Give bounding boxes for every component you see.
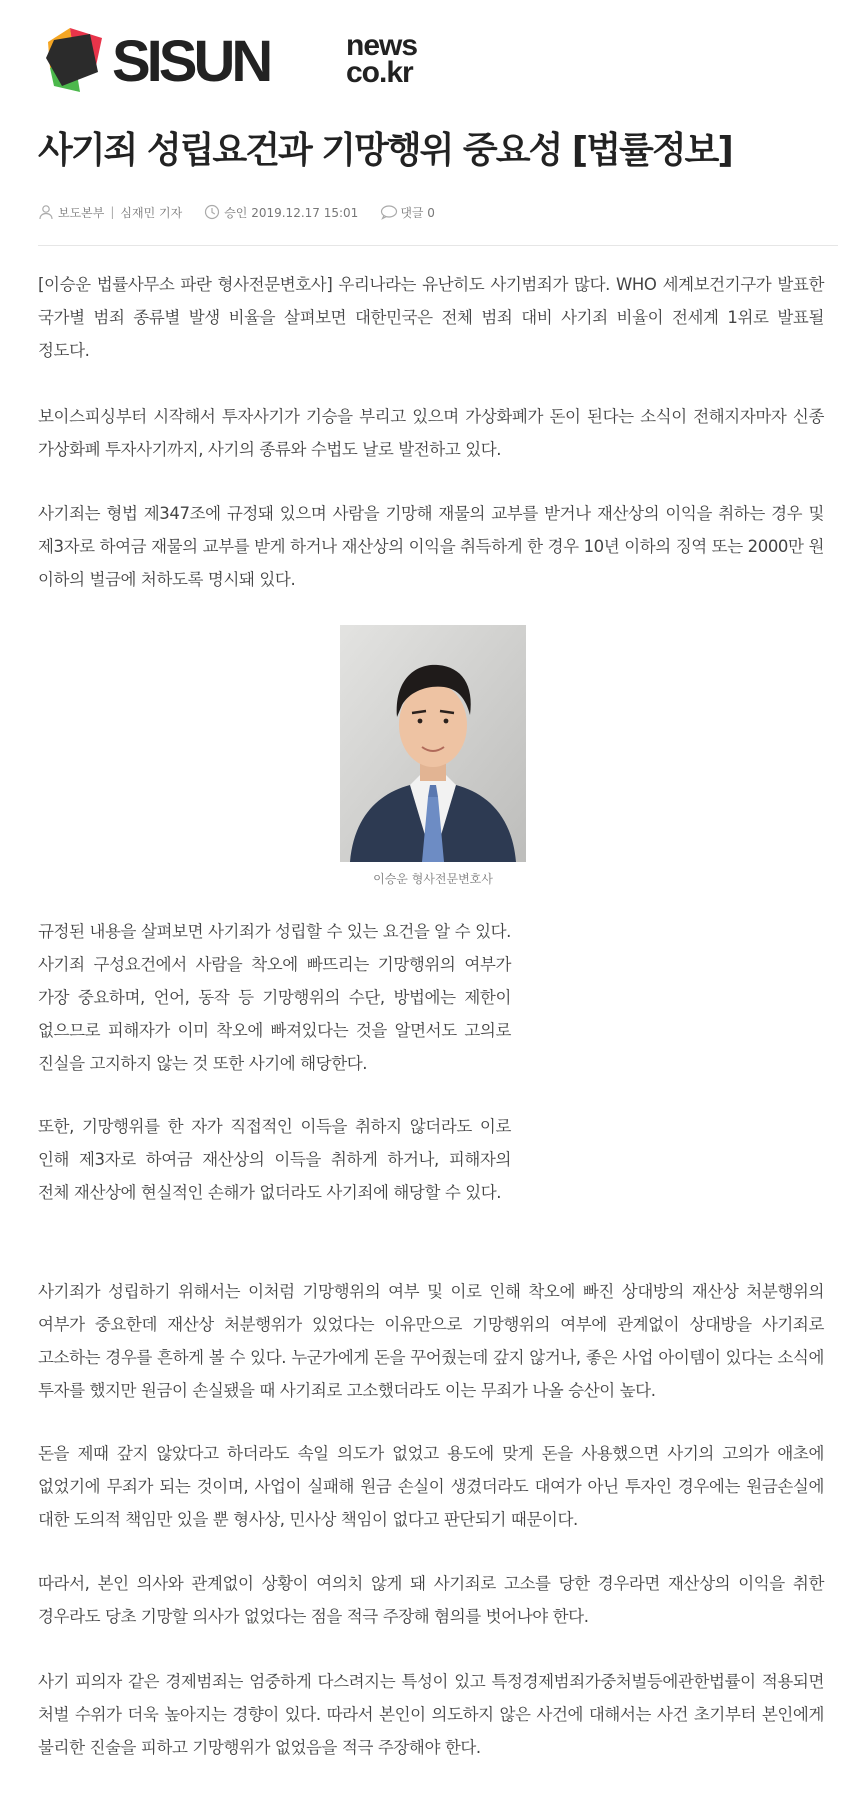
logo-subtext-bottom: co.kr (346, 56, 413, 89)
logo-subtext (346, 29, 418, 89)
logo-text: SISUN (112, 29, 270, 94)
comment-icon (380, 204, 396, 220)
paragraph-5: 또한, 기망행위를 한 자가 직접적인 이득을 취하지 않더라도 이로 인해 제3자로 하여금 재산상의 이득을 취하게 하거나, 피해자의 전체 재산상에 현실적인 손해가 없더라도 사기죄에 해당할 수 있다. (38, 1117, 511, 1202)
paragraph-4: 규정된 내용을 살펴보면 사기죄가 성립할 수 있는 요건을 알 수 있다. 사기죄 구성요건에서 사람을 착오에 빠뜨리는 기망행위의 여부가 가장 중요하며, 언어, 동작 등 기망행위의 수단, 방법에는 제한이 없으므로 피해자가 이미 착오에 빠져있다는 것을 알면서도 고의로 진실을 고지하지 않는 것 또한 사기에 해당한다. (38, 922, 511, 1073)
header-divider (38, 245, 838, 246)
paragraph-2: 보이스피싱부터 시작해서 투자사기가 기승을 부리고 있으며 가상화폐가 돈이 된다는 소식이 전해지자마자 신종 가상화폐 투자사기까지, 사기의 종류와 수법도 날로 발전하고 있다. (38, 407, 824, 459)
article-approved-time: 승인 2019.12.17 15:01 (224, 205, 359, 220)
article-meta (38, 203, 435, 221)
user-icon (38, 204, 54, 220)
article-title: 사기죄 성립요건과 기망행위 중요성 [법률정보] (38, 130, 732, 171)
lawyer-portrait-image[interactable] (340, 625, 526, 862)
paragraph-9: 사기 피의자 같은 경제범죄는 엄중하게 다스려지는 특성이 있고 특정경제범죄가중처벌등에관한법률이 적용되면 처벌 수위가 더욱 높아지는 경향이 있다. 따라서 본인이 의도하지 않은 사건에 대해서는 사건 초기부터 본인에게 불리한 진술을 피하고 기망행위가 없었음을 적극 주장해야 한다. (38, 1672, 824, 1757)
article-comment-count[interactable]: 댓글 0 (400, 205, 435, 220)
article-reporter[interactable]: 심재민 기자 (120, 205, 183, 220)
site-logo[interactable] (40, 28, 420, 92)
logo-mark-icon (40, 28, 106, 92)
paragraph-8: 따라서, 본인 의사와 관계없이 상황이 여의치 않게 돼 사기죄로 고소를 당한 경우라면 재산상의 이익을 취한 경우라도 당초 기망할 의사가 없었다는 점을 적극 주장해 혐의를 벗어나야 한다. (38, 1574, 824, 1626)
photo-caption: 이승운 형사전문변호사 (373, 872, 493, 886)
paragraph-1: [이승운 법률사무소 파란 형사전문변호사] 우리나라는 유난히도 사기범죄가 많다. WHO 세계보건기구가 발표한 국가별 범죄 종류별 발생 비율을 살펴보면 대한민국은 전체 범죄 대비 사기죄 비율이 전세계 1위로 발표될 정도다. (38, 275, 824, 360)
paragraph-6: 사기죄가 성립하기 위해서는 이처럼 기망행위의 여부 및 이로 인해 착오에 빠진 상대방의 재산상 처분행위의 여부가 중요한데 재산상 처분행위가 있었다는 이유만으로 기망행위의 여부에 관계없이 상대방을 사기죄로 고소하는 경우를 흔하게 볼 수 있다. 누군가에게 돈을 꾸어줬는데 갚지 않거나, 좋은 사업 아이템이 있다는 소식에 투자를 했지만 원금이 손실됐을 때 사기죄로 고소했더라도 이는 무죄가 나올 승산이 높다. (38, 1282, 824, 1400)
paragraph-7: 돈을 제때 갚지 않았다고 하더라도 속일 의도가 없었고 용도에 맞게 돈을 사용했으면 사기의 고의가 애초에 없었기에 무죄가 되는 것이며, 사업이 실패해 원금 손실이 생겼더라도 대여가 아닌 투자인 경우에는 원금손실에 대한 도의적 책임만 있을 뿐 형사상, 민사상 책임이 없다고 판단되기 때문이다. (38, 1444, 824, 1529)
clock-icon (204, 204, 220, 220)
article-figure (340, 625, 526, 887)
article-section[interactable]: 보도본부 (58, 205, 105, 220)
paragraph-3: 사기죄는 형법 제347조에 규정돼 있으며 사람을 기망해 재물의 교부를 받거나 재산상의 이익을 취하는 경우 및 제3자로 하여금 재물의 교부를 받게 하거나 재산상의 이익을 취득하게 한 경우 10년 이하의 징역 또는 2000만 원 이하의 벌금에 처하도록 명시돼 있다. (38, 504, 824, 589)
logo-subtext-top: news (346, 29, 418, 62)
meta-separator: | (110, 205, 115, 219)
